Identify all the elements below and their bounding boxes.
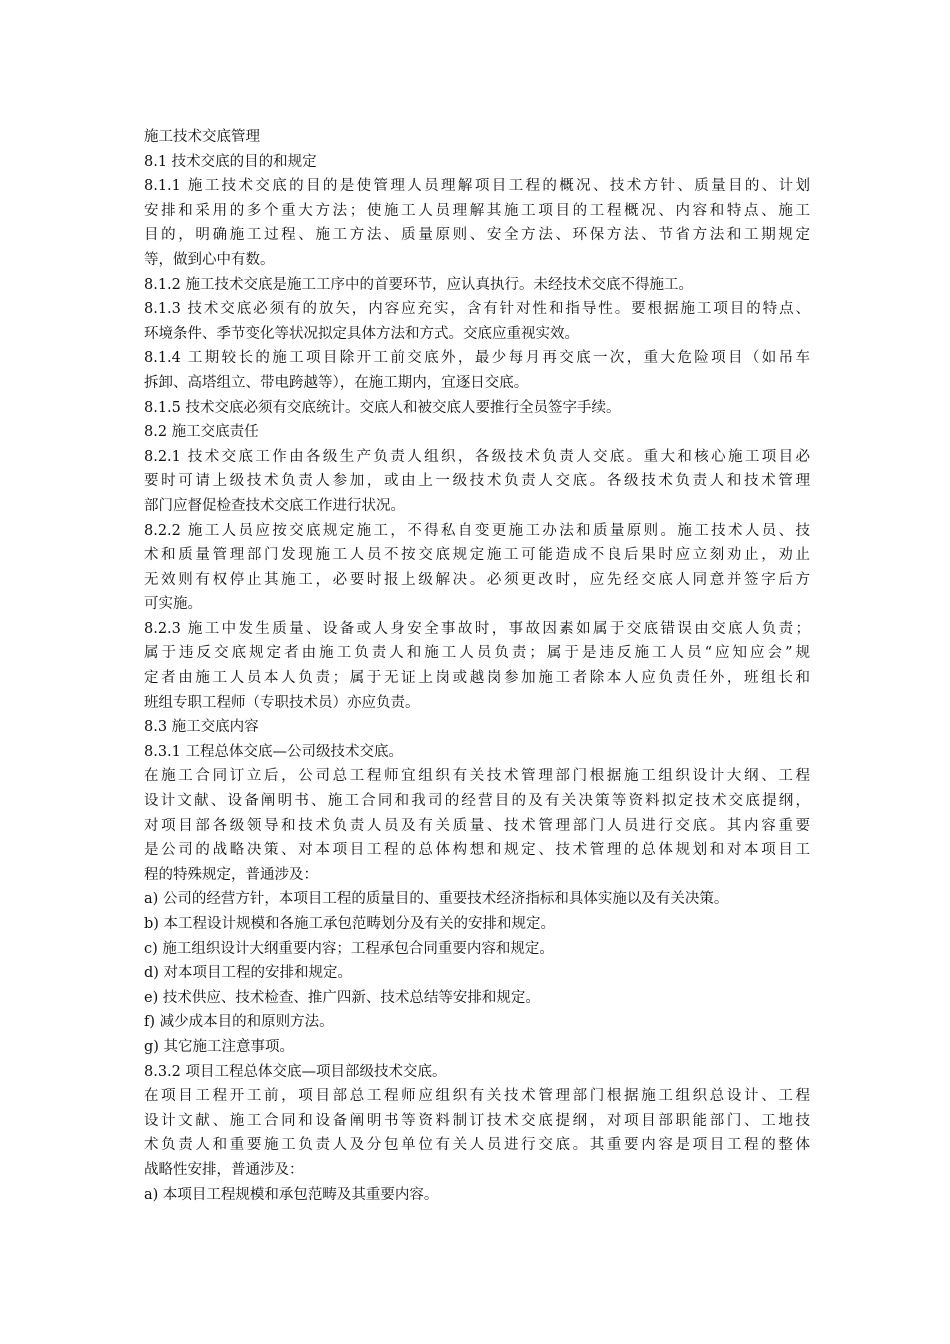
paragraph-line: 在项目工程开工前，项目部总工程师应组织有关技术管理部门根据施工组织总设计、工程 [144, 1088, 810, 1105]
paragraph-line: 班组专职工程师（专职技术员）亦应负责。 [144, 694, 420, 711]
paragraph-line: 设计文献、施工合同和设备阐明书等资料制订技术交底提纲，对项目部职能部门、工地技 [144, 1112, 810, 1129]
list-item: g) 其它施工注意事项。 [144, 1038, 295, 1055]
paragraph-line: 术负责人和重要施工负责人及分包单位有关人员进行交底。其重要内容是项目工程的整体 [144, 1137, 810, 1154]
list-item: a) 公司的经营方针，本项目工程的质量目的、重要技术经济指标和具体实施以及有关决策。 [144, 891, 729, 908]
paragraph-line: 程的特殊规定，普通涉及： [144, 866, 318, 883]
paragraph-line: 环境条件、季节变化等状况拟定具体方法和方式。交底应重视实效。 [144, 325, 579, 342]
paragraph-line: 对项目部各级领导和技术负责人员及有关质量、技术管理部门人员进行交底。其内容重要 [144, 817, 810, 834]
paragraph-line: 8.3.1 工程总体交底—公司级技术交底。 [144, 743, 404, 760]
paragraph-line: 可实施。 [144, 596, 202, 613]
paragraph-line: 8.1.4 工期较长的施工项目除开工前交底外，最少每月再交底一次，重大危险项目（如吊车 [144, 350, 810, 367]
list-item: a) 本项目工程规模和承包范畴及其重要内容。 [144, 1186, 439, 1203]
paragraph-line: 定者由施工人员本人负责；属于无证上岗或越岗参加施工者除本人应负责任外，班组长和 [144, 670, 810, 687]
paragraph-line: 属于违反交底规定者由施工负责人和施工人员负责；属于是违反施工人员“应知应会”规 [144, 645, 810, 662]
paragraph-line: 8.3.2 项目工程总体交底—项目部级技术交底。 [144, 1063, 447, 1080]
paragraph-line: 安排和采用的多个重大方法；使施工人员理解其施工项目的工程概况、内容和特点、施工 [144, 202, 810, 219]
paragraph-line: 8.1.3 技术交底必须有的放矢，内容应充实，含有针对性和指导性。要根据施工项目的特点、 [144, 301, 810, 318]
paragraph-line: 8.2.3 施工中发生质量、设备或人身安全事故时，事故因素如属于交底错误由交底人负责； [144, 620, 810, 637]
list-item: f) 减少成本目的和原则方法。 [144, 1014, 334, 1031]
paragraph-line: 等，做到心中有数。 [144, 251, 275, 268]
paragraph-line: 设计文献、设备阐明书、施工合同和我司的经营目的及有关决策等资料拟定技术交底提纲， [144, 793, 810, 810]
paragraph-line: 8.2.2 施工人员应按交底规定施工，不得私自变更施工办法和质量原则。施工技术人员、技 [144, 522, 810, 539]
paragraph-line: 8.1.1 施工技术交底的目的是使管理人员理解项目工程的概况、技术方针、质量目的、计划 [144, 178, 810, 195]
paragraph-line: 要时可请上级技术负责人参加，或由上一级技术负责人交底。各级技术负责人和技术管理 [144, 473, 810, 490]
paragraph-line: 在施工合同订立后，公司总工程师宜组织有关技术管理部门根据施工组织设计大纲、工程 [144, 768, 810, 785]
paragraph-line: 部门应督促检查技术交底工作进行状况。 [144, 497, 405, 514]
paragraph-line: 拆卸、高塔组立、带电跨越等），在施工期内，宜逐日交底。 [144, 374, 529, 391]
list-item: c) 施工组织设计大纲重要内容；工程承包合同重要内容和规定。 [144, 940, 554, 957]
doc-title: 施工技术交底管理 [144, 129, 260, 145]
paragraph-line: 目的，明确施工过程、施工方法、质量原则、安全方法、环保方法、节省方法和工期规定 [144, 227, 810, 244]
section-heading: 8.2 施工交底责任 [144, 424, 259, 441]
paragraph-line: 是公司的战略决策、对本项目工程的总体构想和规定、技术管理的总体规划和对本项目工 [144, 842, 810, 859]
paragraph-line: 战略性安排，普通涉及： [144, 1161, 304, 1178]
section-heading: 8.1 技术交底的目的和规定 [144, 153, 317, 170]
list-item: d) 对本项目工程的安排和规定。 [144, 965, 353, 982]
paragraph-line: 8.2.1 技术交底工作由各级生产负责人组织，各级技术负责人交底。重大和核心施工项目必 [144, 448, 810, 465]
list-item: e) 技术供应、技术检查、推广四新、技术总结等安排和规定。 [144, 989, 540, 1006]
document-body [144, 125, 810, 1207]
paragraph-line: 8.1.5 技术交底必须有交底统计。交底人和被交底人要推行全员签字手续。 [144, 399, 621, 416]
paragraph-line: 术和质量管理部门发现施工人员不按交底规定施工可能造成不良后果时应立刻劝止，劝止 [144, 547, 810, 564]
paragraph-line: 8.1.2 施工技术交底是施工工序中的首要环节，应认真执行。未经技术交底不得施工。 [144, 276, 694, 293]
section-heading: 8.3 施工交底内容 [144, 719, 259, 736]
list-item: b) 本工程设计规模和各施工承包范畴划分及有关的安排和规定。 [144, 916, 556, 932]
paragraph-line: 无效则有权停止其施工，必要时报上级解决。必须更改时，应先经交底人同意并签字后方 [144, 571, 810, 588]
